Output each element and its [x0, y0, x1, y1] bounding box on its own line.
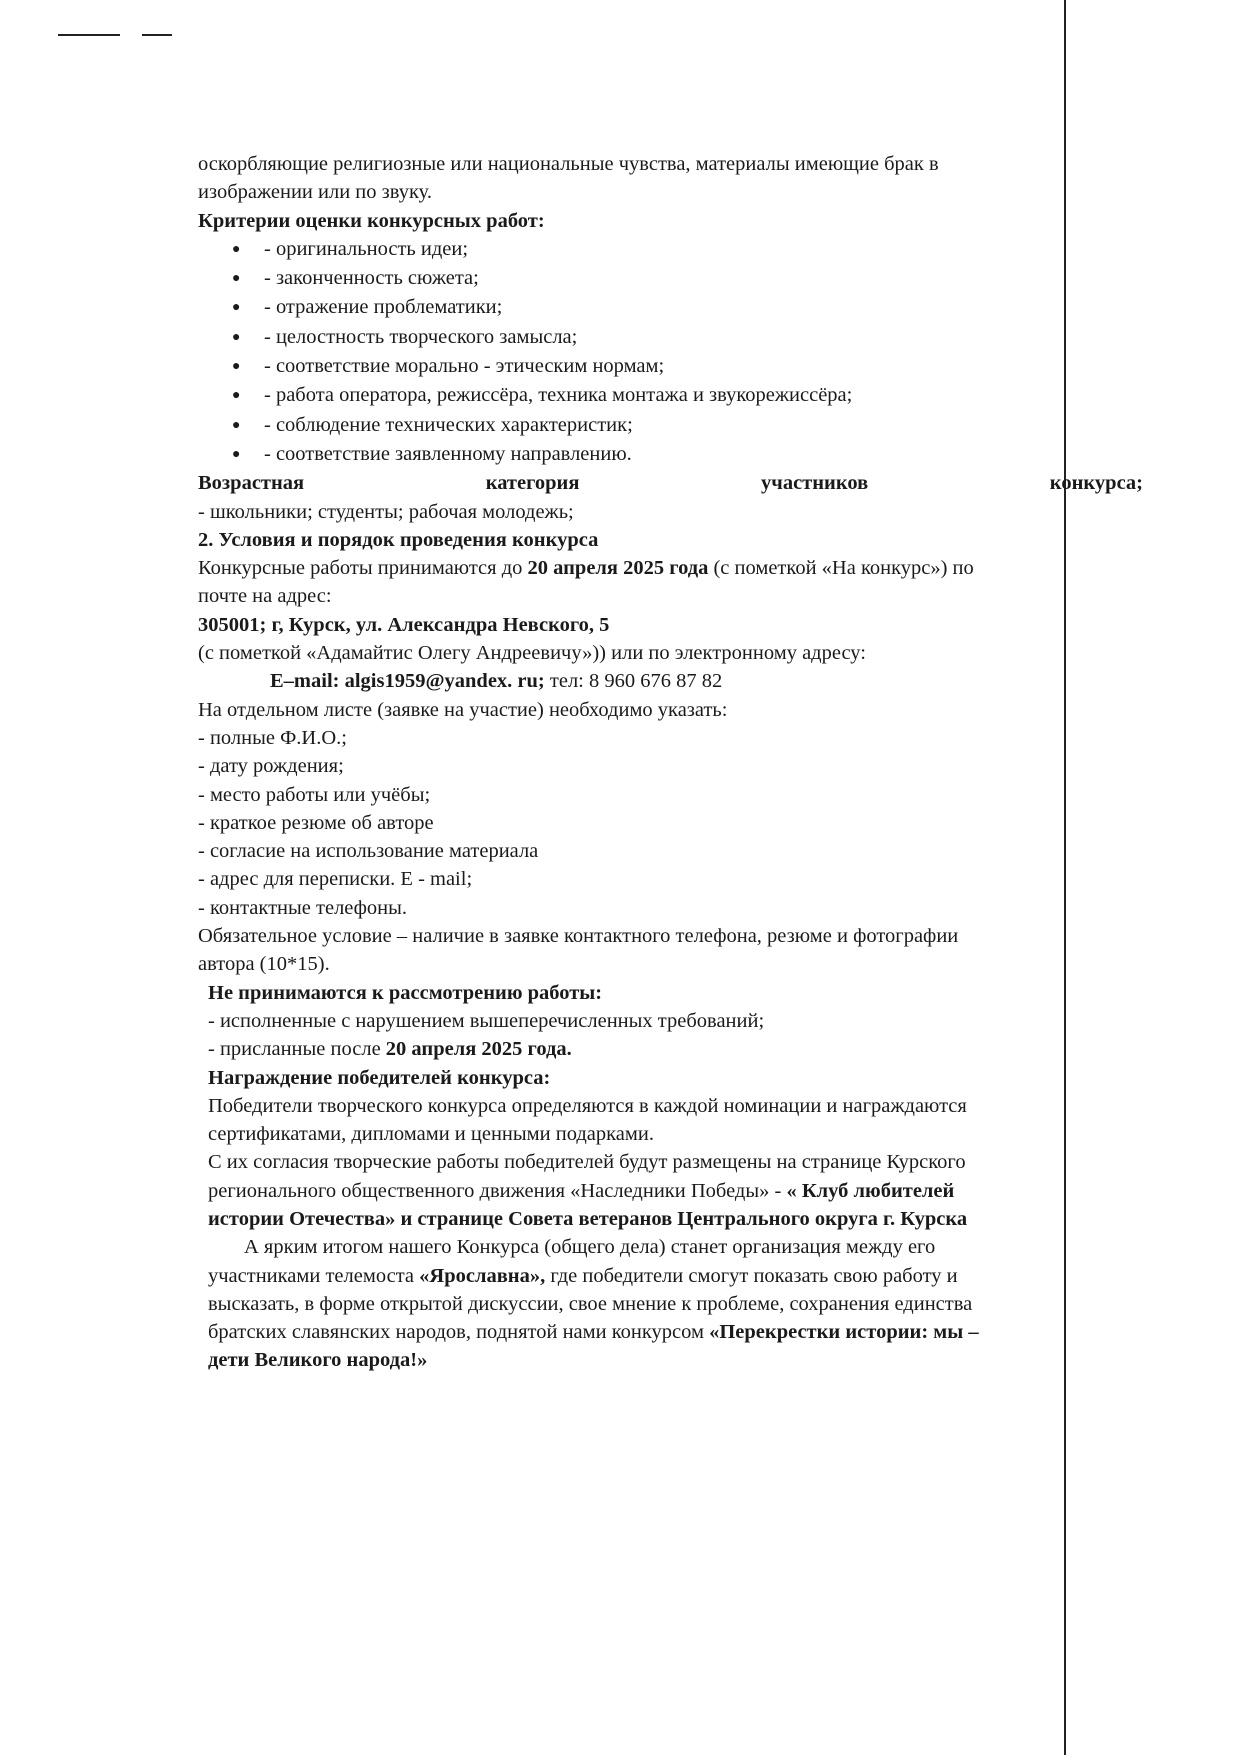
intro-line-1: [198, 150, 1143, 178]
criteria-heading: Критерии оценки конкурсных работ:: [198, 209, 545, 232]
awards-paragraph-2-line-1: С их согласия творческие работы победителей будут размещены на странице Курского: [208, 1151, 966, 1174]
bullet-icon: ●: [232, 300, 241, 316]
criteria-item-text: - соблюдение технических характеристик;: [264, 413, 633, 436]
criteria-item: [198, 264, 1143, 293]
bullet-icon: ●: [232, 446, 241, 462]
bullet-icon: ●: [232, 329, 241, 345]
criteria-item: [198, 235, 1143, 264]
sheet-list: [198, 724, 1143, 922]
scan-mark-left: [58, 34, 120, 36]
address-note: (с пометкой «Адамайтис Олегу Андреевичу»)) или по электронному адресу:: [198, 642, 866, 665]
criteria-item: [198, 411, 1143, 440]
criteria-item-text: - оригинальность идеи;: [264, 237, 469, 260]
intro-text-1: оскорбляющие религиозные или национальные чувства, материалы имеющие брак в: [198, 153, 939, 175]
contest-name: «Перекрестки истории: мы –: [709, 1321, 979, 1344]
deadline-text: Конкурсные работы принимаются до: [198, 557, 528, 580]
rejected-item-2-date: 20 апреля 2025 года.: [385, 1038, 572, 1061]
deadline-line: [198, 554, 1143, 582]
rejected-item-2-text: - присланные после: [208, 1038, 386, 1061]
age-word: участников: [761, 472, 869, 495]
rejected-item-1: - исполненные с нарушением вышеперечисленных требований;: [208, 1009, 765, 1032]
phone-number: тел: 8 960 676 87 82: [544, 670, 723, 693]
section-2-heading: 2. Условия и порядок проведения конкурса: [198, 528, 599, 551]
sheet-item: - место работы или учёбы;: [198, 783, 431, 806]
final-text-rest: где победители смогут показать свою работу и: [545, 1264, 958, 1287]
mandatory-line-2: автора (10*15).: [198, 953, 330, 976]
awards-paragraph-2-line-2: [198, 1177, 1143, 1205]
age-category-heading: [198, 469, 1143, 497]
age-word: конкурса;: [1049, 472, 1143, 495]
telebridge-name: «Ярославна»,: [419, 1264, 546, 1287]
sheet-item: - контактные телефоны.: [198, 896, 408, 919]
final-line-1: А ярким итогом нашего Конкурса (общего дела) станет организация между его: [244, 1236, 936, 1259]
final-line-2: [198, 1262, 1143, 1290]
bullet-icon: ●: [232, 388, 241, 404]
awards-paragraph-1-line-2: сертификатами, дипломами и ценными подарками.: [208, 1123, 654, 1146]
deadline-date: 20 апреля 2025 года: [527, 557, 709, 580]
final-text: братских славянских народов, поднятой нами конкурсом: [208, 1321, 710, 1344]
final-line-5: дети Великого народа!»: [208, 1349, 428, 1372]
mandatory-line-1: Обязательное условие – наличие в заявке контактного телефона, резюме и фотографии: [198, 925, 959, 948]
criteria-item-text: - соответствие заявленному направлению.: [264, 442, 632, 465]
criteria-item-text: - работа оператора, режиссёра, техника монтажа и звукорежиссёра;: [264, 384, 853, 407]
final-line-3: высказать, в форме открытой дискуссии, свое мнение к проблеме, сохранения единства: [208, 1292, 973, 1315]
criteria-item: [198, 381, 1143, 410]
awards-heading: Награждение победителей конкурса:: [208, 1066, 551, 1089]
bullet-icon: ●: [232, 359, 241, 375]
criteria-item: [198, 440, 1143, 469]
bullet-icon: ●: [232, 271, 241, 287]
awards-movement-text: регионального общественного движения «Наследники Победы» -: [208, 1179, 787, 1202]
sheet-item: - дату рождения;: [198, 755, 344, 778]
bullet-icon: ●: [232, 417, 241, 433]
sheet-item: - согласие на использование материала: [198, 840, 539, 863]
email-address: E–mail: algis1959@yandex. ru;: [270, 670, 545, 693]
sheet-intro: На отдельном листе (заявке на участие) необходимо указать:: [198, 698, 728, 721]
sheet-item: - полные Ф.И.О.;: [198, 726, 347, 749]
rejected-item-2: [198, 1035, 1143, 1063]
criteria-item: [198, 323, 1143, 352]
awards-paragraph-1-line-1: Победители творческого конкурса определяются в каждой номинации и награждаются: [208, 1094, 967, 1117]
mail-intro: почте на адрес:: [198, 585, 332, 608]
rejected-heading: Не принимаются к рассмотрению работы:: [208, 981, 603, 1004]
criteria-item-text: - соответствие морально - этическим нормам;: [264, 355, 665, 378]
criteria-item-text: - отражение проблематики;: [264, 296, 503, 319]
postal-address: 305001; г, Курск, ул. Александра Невского, 5: [198, 613, 610, 636]
contact-line: [198, 667, 1143, 695]
criteria-item-text: - целостность творческого замысла;: [264, 325, 578, 348]
document-page: [198, 150, 1143, 1375]
final-line-4: [198, 1318, 1143, 1346]
intro-line-2: изображении или по звуку.: [198, 181, 432, 204]
age-word: Возрастная: [198, 472, 305, 495]
bullet-icon: ●: [232, 241, 241, 257]
criteria-item: [198, 293, 1143, 322]
sheet-item: - краткое резюме об авторе: [198, 811, 434, 834]
age-word: категория: [485, 472, 580, 495]
final-text: участниками телемоста: [208, 1264, 420, 1287]
deadline-note: (с пометкой «На конкурс») по: [708, 557, 974, 580]
criteria-item-text: - законченность сюжета;: [264, 267, 479, 290]
awards-club-name: « Клуб любителей: [786, 1179, 955, 1202]
criteria-list: [198, 235, 1143, 469]
awards-paragraph-2-line-3: истории Отечества» и странице Совета ветеранов Центрального округа г. Курска: [208, 1207, 968, 1230]
age-category-value: - школьники; студенты; рабочая молодежь;: [198, 500, 574, 523]
scan-mark-right: [142, 34, 172, 36]
criteria-item: [198, 352, 1143, 381]
sheet-item: - адрес для переписки. Е - mail;: [198, 868, 473, 891]
